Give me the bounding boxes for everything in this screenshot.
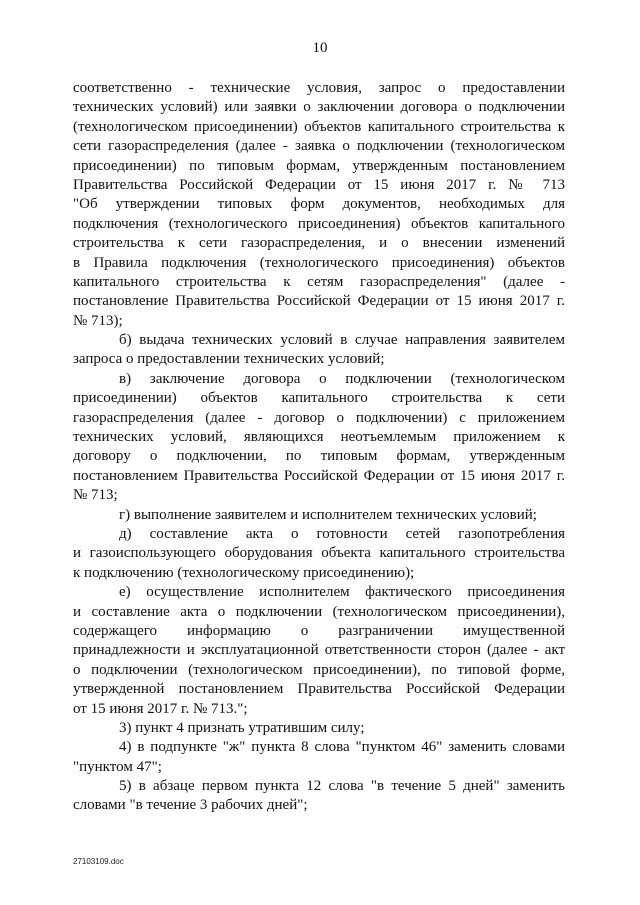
text-line: принадлежности и эксплуатационной ответственности сторон (далее - акт xyxy=(73,642,565,659)
text-line: присоединении) по типовым формам, утвержденным постановлением xyxy=(73,157,565,174)
text-line: "пунктом 47"; xyxy=(73,758,162,775)
text-line: (технологическом присоединении) объектов капитального строительства к xyxy=(73,118,565,135)
text-line: подключения (технологического присоединения) объектов капитального xyxy=(73,215,565,232)
text-line: в Правила подключения (технологического присоединения) объектов xyxy=(73,254,565,271)
text-line: постановлением Правительства Российской Федерации от 15 июня 2017 г. xyxy=(73,467,565,484)
text-line: соответственно - технические условия, запрос о предоставлении xyxy=(73,80,565,96)
text-line: г) выполнение заявителем и исполнителем технических условий; xyxy=(119,506,537,523)
text-line: запроса о предоставлении технических условий; xyxy=(73,351,385,368)
document-text-body xyxy=(73,79,565,816)
text-line: постановление Правительства Российской Федерации от 15 июня 2017 г. xyxy=(73,293,565,310)
text-line: содержащего информацию о разграничении имущественной xyxy=(73,622,565,639)
text-line: и газоиспользующего оборудования объекта капитального строительства xyxy=(73,545,565,562)
text-line: газораспределения (далее - договор о подключении) с приложением xyxy=(73,409,565,426)
text-line: "Об утверждении типовых форм документов, необходимых для xyxy=(73,196,565,213)
text-line: о подключении (технологическом присоединении), по типовой форме, xyxy=(73,661,565,678)
text-line: № 713; xyxy=(73,487,118,504)
text-line: 3) пункт 4 признать утратившим силу; xyxy=(119,719,365,736)
text-line: д) составление акта о готовности сетей газопотребления xyxy=(119,525,565,542)
text-line: и составление акта о подключении (технологическом присоединении), xyxy=(73,603,565,620)
text-line: присоединении) объектов капитального строительства к сети xyxy=(73,390,565,407)
text-line: утвержденной постановлением Правительства Российской Федерации xyxy=(73,681,565,698)
text-line: строительства к сети газораспределения, и о внесении изменений xyxy=(73,235,565,252)
text-line: б) выдача технических условий в случае направления заявителем xyxy=(119,332,565,349)
text-line: словами "в течение 3 рабочих дней"; xyxy=(73,797,308,814)
text-line: технических условий, являющихся неотъемлемым приложением к xyxy=(73,429,565,446)
text-line: № 713); xyxy=(73,312,123,329)
text-line: в) заключение договора о подключении (технологическом xyxy=(119,370,565,387)
text-line: капитального строительства к сетям газораспределения" (далее - xyxy=(73,273,565,290)
text-line: от 15 июня 2017 г. № 713."; xyxy=(73,700,248,717)
text-line: 5) в абзаце первом пункта 12 слова "в течение 5 дней" заменить xyxy=(119,778,565,795)
text-line: договору о подключении, по типовым формам, утвержденным xyxy=(73,448,565,465)
text-line: сети газораспределения (далее - заявка о подключении (технологическом xyxy=(73,138,565,155)
text-line: е) осуществление исполнителем фактического присоединения xyxy=(119,584,565,601)
text-line: Правительства Российской Федерации от 15 июня 2017 г. № 713 xyxy=(73,176,565,193)
footer-file-code: 27103109.doc xyxy=(73,857,124,866)
text-line: к подключению (технологическому присоединению); xyxy=(73,564,415,581)
text-line: 4) в подпункте "ж" пункта 8 слова "пунктом 46" заменить словами xyxy=(119,739,565,756)
text-line: технических условий) или заявки о заключении договора о подключении xyxy=(73,99,565,116)
page-number: 10 xyxy=(312,40,328,56)
